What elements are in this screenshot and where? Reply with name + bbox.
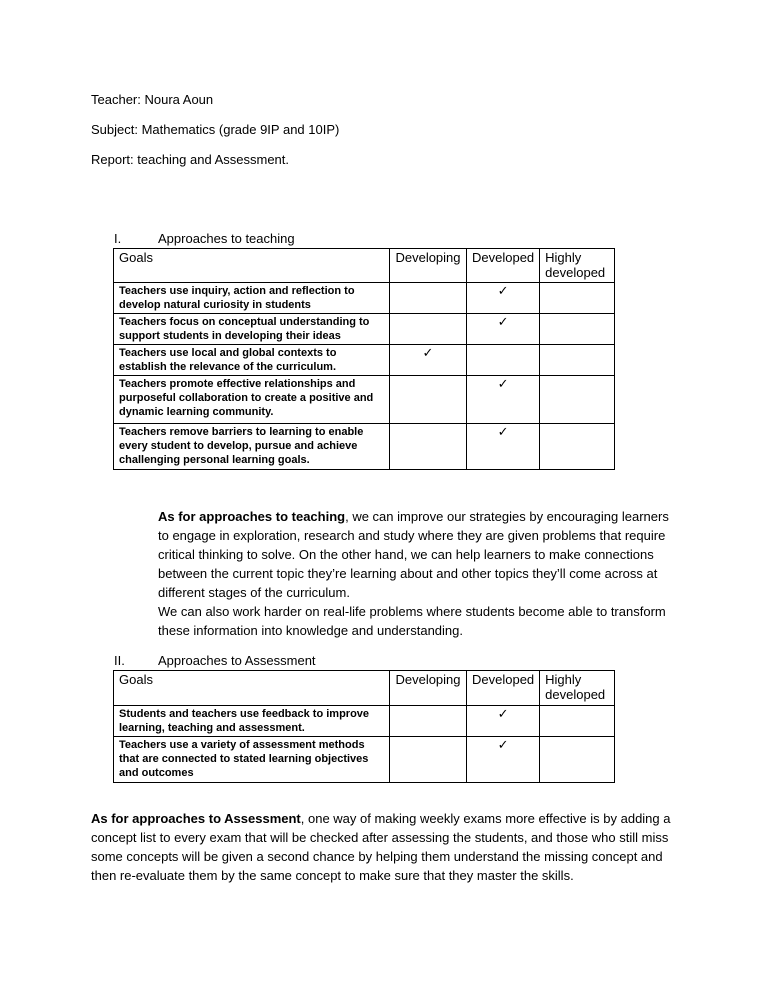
assessment-lead: As for approaches to Assessment — [91, 811, 301, 826]
checkmark-icon — [390, 283, 467, 314]
checkmark-icon — [390, 376, 467, 424]
checkmark-icon: ✓ — [467, 737, 540, 783]
goal-cell: Teachers use inquiry, action and reflection to develop natural curiosity in students — [114, 283, 390, 314]
header-developed: Developed — [467, 249, 540, 283]
checkmark-icon: ✓ — [467, 376, 540, 424]
table-row — [114, 376, 615, 424]
assessment-paragraph — [91, 809, 681, 885]
checkmark-icon: ✓ — [467, 314, 540, 345]
section-2-title: Approaches to Assessment — [158, 653, 316, 668]
goal-cell: Students and teachers use feedback to improve learning, teaching and assessment. — [114, 706, 390, 737]
table-row — [114, 424, 615, 470]
header-highly-developed: Highly developed — [540, 249, 615, 283]
subject-line: Subject: Mathematics (grade 9IP and 10IP) — [91, 122, 340, 137]
table-row — [114, 283, 615, 314]
checkmark-icon — [540, 283, 615, 314]
header-developing: Developing — [390, 671, 467, 706]
goal-cell: Teachers use a variety of assessment methods that are connected to stated learning objectives and outcomes — [114, 737, 390, 783]
checkmark-icon — [540, 737, 615, 783]
teaching-text-1: , we can improve our strategies by encouraging learners to engage in exploration, research and study where they are given problems that require critical thinking to solve. On the other hand, we can help learners to make connections between the current topic they’re learning about and other topics they’ll come across at different stages of the curriculum. — [158, 509, 669, 600]
goal-cell: Teachers focus on conceptual understanding to support students in developing their ideas — [114, 314, 390, 345]
header-developing: Developing — [390, 249, 467, 283]
checkmark-icon: ✓ — [467, 706, 540, 737]
goal-cell: Teachers promote effective relationships and purposeful collaboration to create a positive and dynamic learning community. — [114, 376, 390, 424]
assessment-text: , one way of making weekly exams more effective is by adding a concept list to every exam that will be checked after assessing the students, and those who still miss some concepts will be given a second chance by helping them understand the missing concept and then re-evaluate them by the same concept to make sure that they master the skills. — [91, 811, 671, 883]
checkmark-icon — [540, 314, 615, 345]
checkmark-icon: ✓ — [390, 345, 467, 376]
checkmark-icon — [390, 706, 467, 737]
checkmark-icon — [540, 376, 615, 424]
assessment-goals-table — [113, 670, 615, 783]
teacher-line: Teacher: Noura Aoun — [91, 92, 214, 107]
section-1-title: Approaches to teaching — [158, 231, 295, 246]
goal-cell: Teachers remove barriers to learning to enable every student to develop, pursue and achieve challenging personal learning goals. — [114, 424, 390, 470]
section-1-number: I. — [114, 231, 122, 246]
checkmark-icon — [390, 737, 467, 783]
teaching-text-2: We can also work harder on real-life problems where students become able to transform these information into knowledge and understanding. — [158, 604, 666, 638]
section-2-heading — [114, 653, 316, 669]
table-row — [114, 737, 615, 783]
checkmark-icon — [390, 424, 467, 470]
checkmark-icon — [540, 345, 615, 376]
table-row — [114, 706, 615, 737]
goal-cell: Teachers use local and global contexts to establish the relevance of the curriculum. — [114, 345, 390, 376]
checkmark-icon — [540, 706, 615, 737]
teaching-paragraph — [158, 507, 678, 640]
table-header-row — [114, 671, 615, 706]
header-developed: Developed — [467, 671, 540, 706]
table-row — [114, 345, 615, 376]
checkmark-icon — [390, 314, 467, 345]
section-1-heading — [114, 231, 295, 247]
checkmark-icon: ✓ — [467, 283, 540, 314]
table-header-row — [114, 249, 615, 283]
header-highly-developed: Highly developed — [540, 671, 615, 706]
header-goals: Goals — [114, 249, 390, 283]
teaching-goals-table — [113, 248, 615, 470]
report-line: Report: teaching and Assessment. — [91, 152, 290, 167]
section-2-number: II. — [114, 653, 125, 668]
checkmark-icon — [467, 345, 540, 376]
table-row — [114, 314, 615, 345]
checkmark-icon — [540, 424, 615, 470]
teaching-lead: As for approaches to teaching — [158, 509, 346, 524]
header-goals: Goals — [114, 671, 390, 706]
checkmark-icon: ✓ — [467, 424, 540, 470]
